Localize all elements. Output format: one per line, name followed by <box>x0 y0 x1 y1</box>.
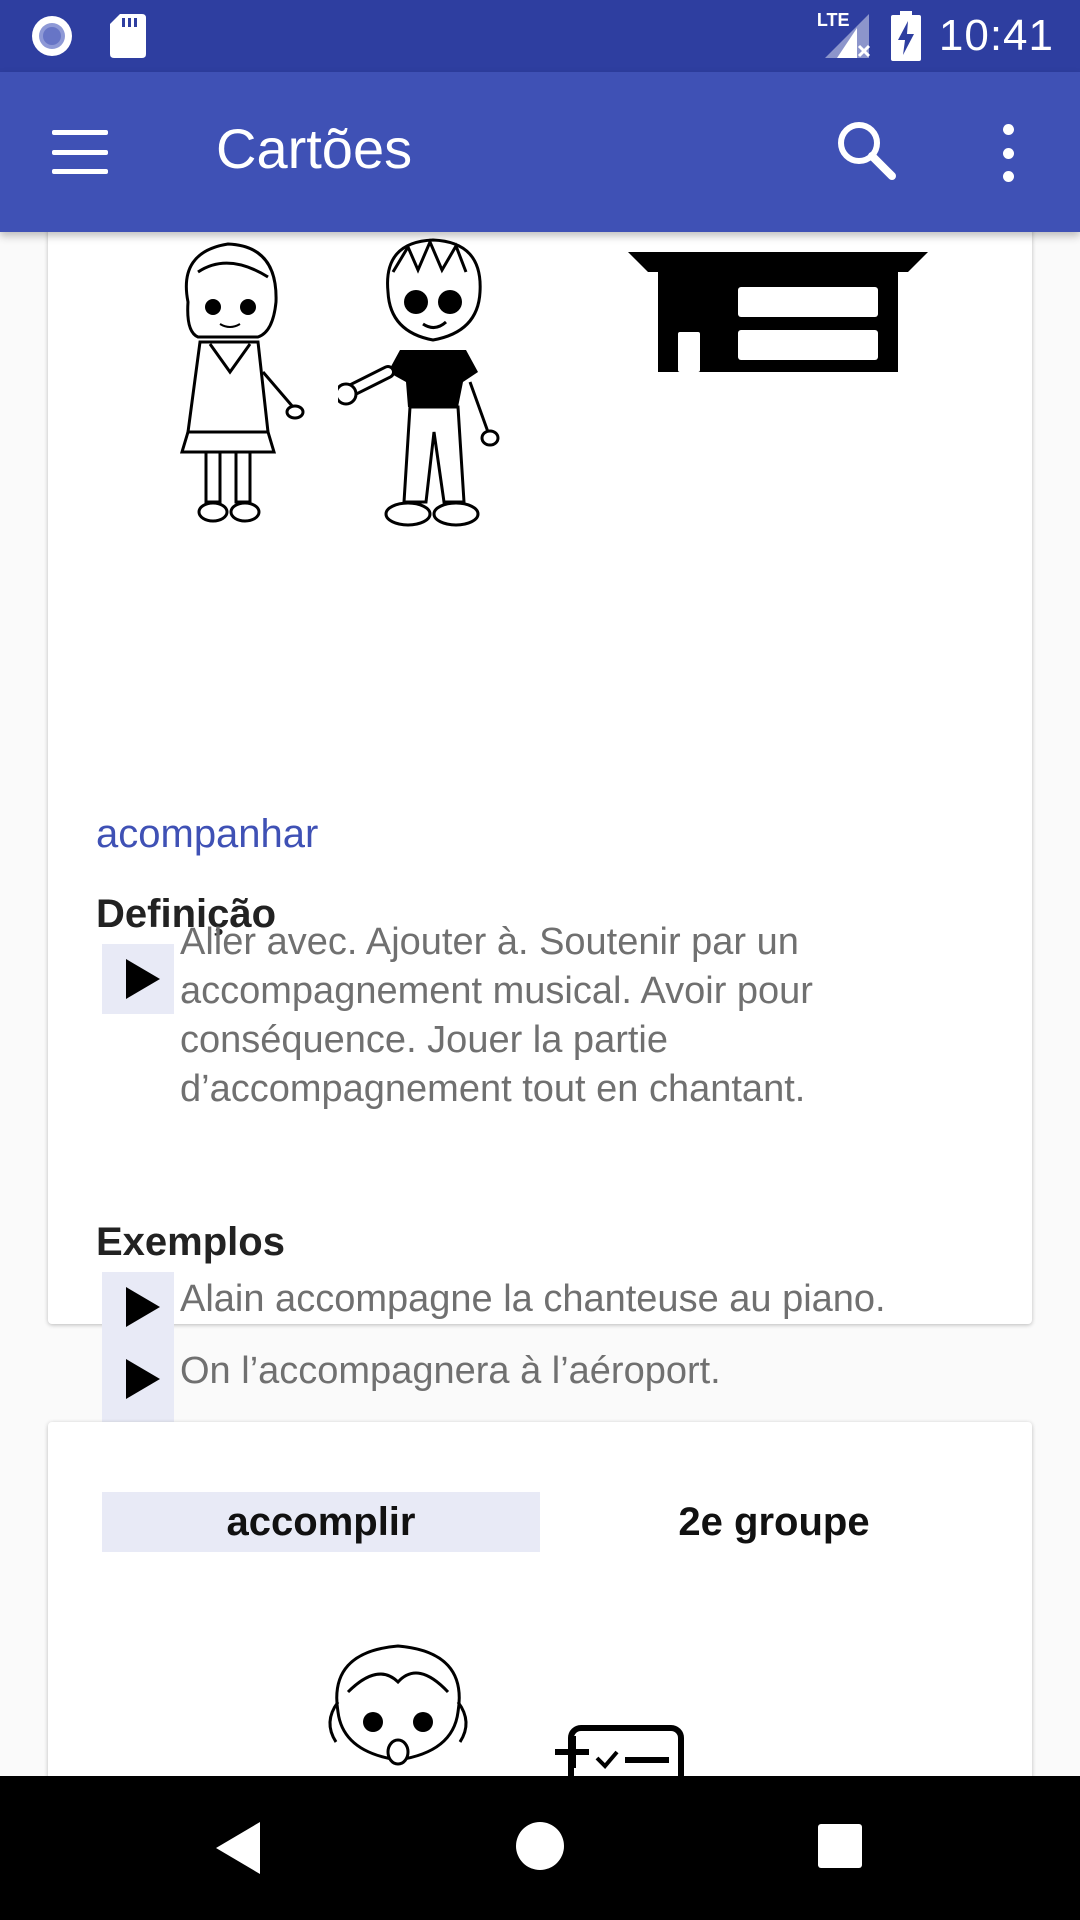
boy-illustration <box>338 232 528 542</box>
flashcard-acompanhar[interactable] <box>48 232 1032 1392</box>
network-label: LTE <box>816 10 850 30</box>
play-icon <box>126 959 160 999</box>
flashcard-accomplir[interactable] <box>48 1422 1032 1777</box>
record-icon <box>30 14 74 58</box>
word-chip: accomplir <box>102 1492 540 1552</box>
home-icon[interactable] <box>516 1822 564 1870</box>
app-bar <box>0 72 1080 232</box>
word-link[interactable]: acompanhar <box>96 812 319 856</box>
play-icon <box>126 1359 160 1399</box>
menu-button[interactable] <box>48 122 112 182</box>
page-title: Cartões <box>216 117 413 180</box>
definition-bullet-column <box>102 944 174 1014</box>
example-item: Alain accompagne la chanteuse au piano. <box>180 1278 886 1320</box>
example-item: On l’accompagnera à l’aéroport. <box>180 1350 721 1392</box>
definition-title: Definição <box>96 892 277 936</box>
building-illustration <box>628 232 928 382</box>
card-list[interactable] <box>0 232 1080 1777</box>
more-vert-icon <box>1003 124 1014 135</box>
back-icon[interactable] <box>216 1822 260 1874</box>
play-icon <box>126 1287 160 1327</box>
examples-title: Exemplos <box>96 1220 285 1264</box>
sd-card-icon <box>110 14 146 58</box>
girl-surprised-illustration <box>318 1632 478 1777</box>
checklist-illustration <box>553 1722 693 1777</box>
navigation-bar <box>0 1776 1080 1920</box>
girl-illustration <box>158 232 308 532</box>
battery-charging-icon <box>891 11 921 61</box>
status-time: 10:41 <box>938 11 1054 60</box>
signal-icon <box>817 10 873 62</box>
more-options-button[interactable] <box>990 118 1026 188</box>
search-icon <box>832 116 902 186</box>
menu-icon <box>52 130 108 135</box>
verb-group-label: 2e groupe <box>678 1500 870 1544</box>
status-bar <box>0 0 1080 72</box>
search-button[interactable] <box>832 116 902 186</box>
definition-text: Aller avec. Ajouter à. Soutenir par un accompagnement musical. Avoir pour conséquence. Jouer la partie d’accompagnement tout en chantant. <box>180 921 813 1110</box>
recent-apps-icon[interactable] <box>818 1824 862 1868</box>
